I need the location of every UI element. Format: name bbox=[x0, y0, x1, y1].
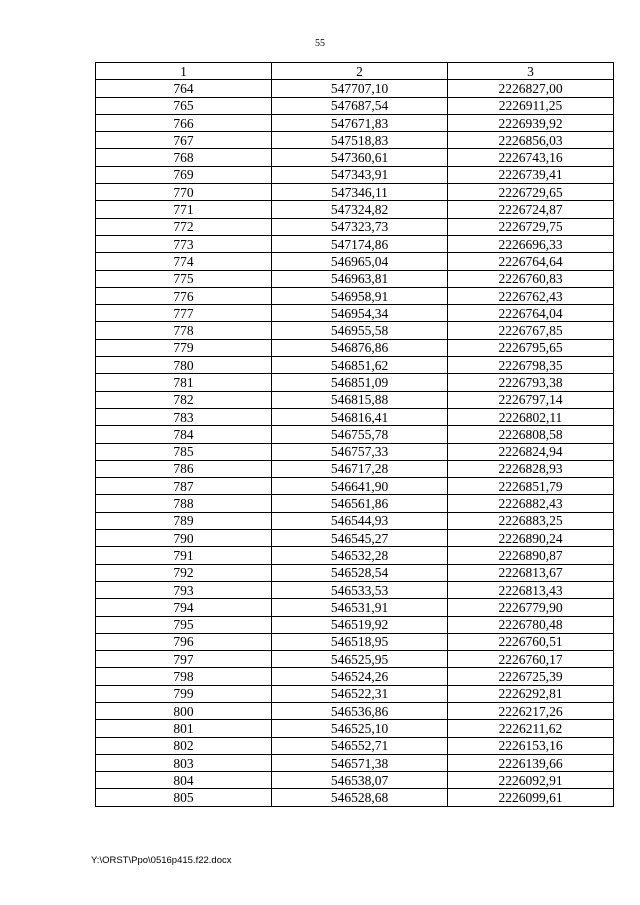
coordinates-table bbox=[95, 62, 614, 807]
coordinate-y-cell: 2226760,83 bbox=[448, 270, 614, 287]
coordinate-x-cell: 547324,82 bbox=[272, 201, 448, 218]
coordinate-x-cell: 546965,04 bbox=[272, 253, 448, 270]
point-number-cell: 766 bbox=[96, 114, 272, 131]
coordinate-y-cell: 2226882,43 bbox=[448, 495, 614, 512]
column-header-2: 2 bbox=[272, 63, 448, 80]
footer-file-path: Y:\ORST\Ppo\0516p415.f22.docx bbox=[91, 855, 232, 866]
point-number-cell: 767 bbox=[96, 132, 272, 149]
column-header-3: 3 bbox=[448, 63, 614, 80]
table-row bbox=[96, 495, 614, 512]
coordinate-y-cell: 2226764,04 bbox=[448, 305, 614, 322]
point-number-cell: 788 bbox=[96, 495, 272, 512]
coordinate-x-cell: 546552,71 bbox=[272, 737, 448, 754]
coordinate-x-cell: 546538,07 bbox=[272, 772, 448, 789]
table-row bbox=[96, 772, 614, 789]
table-row bbox=[96, 357, 614, 374]
table-row bbox=[96, 374, 614, 391]
coordinate-x-cell: 546528,54 bbox=[272, 564, 448, 581]
table-row bbox=[96, 235, 614, 252]
coordinate-y-cell: 2226725,39 bbox=[448, 668, 614, 685]
table-row bbox=[96, 80, 614, 97]
coordinate-x-cell: 546717,28 bbox=[272, 460, 448, 477]
coordinate-x-cell: 546851,09 bbox=[272, 374, 448, 391]
coordinate-y-cell: 2226808,58 bbox=[448, 426, 614, 443]
table-row bbox=[96, 547, 614, 564]
point-number-cell: 791 bbox=[96, 547, 272, 564]
table-row bbox=[96, 408, 614, 425]
coordinate-y-cell: 2226092,91 bbox=[448, 772, 614, 789]
coordinate-y-cell: 2226292,81 bbox=[448, 685, 614, 702]
table-row bbox=[96, 149, 614, 166]
coordinate-y-cell: 2226099,61 bbox=[448, 789, 614, 806]
point-number-cell: 774 bbox=[96, 253, 272, 270]
coordinate-x-cell: 547346,11 bbox=[272, 184, 448, 201]
point-number-cell: 803 bbox=[96, 754, 272, 771]
coordinate-y-cell: 2226743,16 bbox=[448, 149, 614, 166]
coordinate-y-cell: 2226217,26 bbox=[448, 702, 614, 719]
coordinate-x-cell: 546816,41 bbox=[272, 408, 448, 425]
coordinate-y-cell: 2226813,43 bbox=[448, 581, 614, 598]
point-number-cell: 797 bbox=[96, 651, 272, 668]
coordinate-x-cell: 546519,92 bbox=[272, 616, 448, 633]
table-row bbox=[96, 581, 614, 598]
coordinate-x-cell: 547174,86 bbox=[272, 235, 448, 252]
table-row bbox=[96, 184, 614, 201]
point-number-cell: 793 bbox=[96, 581, 272, 598]
table-row bbox=[96, 599, 614, 616]
coordinate-x-cell: 547687,54 bbox=[272, 97, 448, 114]
coordinate-y-cell: 2226153,16 bbox=[448, 737, 614, 754]
point-number-cell: 785 bbox=[96, 443, 272, 460]
point-number-cell: 781 bbox=[96, 374, 272, 391]
table-row bbox=[96, 270, 614, 287]
table-row bbox=[96, 391, 614, 408]
coordinate-y-cell: 2226779,90 bbox=[448, 599, 614, 616]
coordinate-x-cell: 547707,10 bbox=[272, 80, 448, 97]
coordinate-x-cell: 546641,90 bbox=[272, 478, 448, 495]
table-row bbox=[96, 737, 614, 754]
table-row bbox=[96, 218, 614, 235]
coordinate-y-cell: 2226890,24 bbox=[448, 530, 614, 547]
point-number-cell: 790 bbox=[96, 530, 272, 547]
coordinate-y-cell: 2226739,41 bbox=[448, 166, 614, 183]
coordinate-y-cell: 2226797,14 bbox=[448, 391, 614, 408]
coordinate-y-cell: 2226824,94 bbox=[448, 443, 614, 460]
coordinate-y-cell: 2226729,65 bbox=[448, 184, 614, 201]
coordinate-x-cell: 546544,93 bbox=[272, 512, 448, 529]
coordinate-y-cell: 2226139,66 bbox=[448, 754, 614, 771]
point-number-cell: 765 bbox=[96, 97, 272, 114]
coordinate-x-cell: 547518,83 bbox=[272, 132, 448, 149]
point-number-cell: 764 bbox=[96, 80, 272, 97]
point-number-cell: 779 bbox=[96, 339, 272, 356]
coordinate-y-cell: 2226729,75 bbox=[448, 218, 614, 235]
table-row bbox=[96, 166, 614, 183]
table-row bbox=[96, 426, 614, 443]
table-row bbox=[96, 564, 614, 581]
point-number-cell: 801 bbox=[96, 720, 272, 737]
point-number-cell: 783 bbox=[96, 408, 272, 425]
table-row bbox=[96, 668, 614, 685]
coordinate-y-cell: 2226211,62 bbox=[448, 720, 614, 737]
table-row bbox=[96, 201, 614, 218]
point-number-cell: 795 bbox=[96, 616, 272, 633]
coordinate-y-cell: 2226760,17 bbox=[448, 651, 614, 668]
table-row bbox=[96, 512, 614, 529]
coordinate-y-cell: 2226760,51 bbox=[448, 633, 614, 650]
table-row bbox=[96, 322, 614, 339]
header-row bbox=[96, 63, 614, 80]
table-row bbox=[96, 530, 614, 547]
coordinate-y-cell: 2226724,87 bbox=[448, 201, 614, 218]
coordinate-x-cell: 547343,91 bbox=[272, 166, 448, 183]
page-number: 55 bbox=[315, 38, 325, 49]
coordinate-x-cell: 546531,91 bbox=[272, 599, 448, 616]
table-body bbox=[96, 80, 614, 806]
point-number-cell: 772 bbox=[96, 218, 272, 235]
table-row bbox=[96, 305, 614, 322]
table-row bbox=[96, 478, 614, 495]
coordinate-y-cell: 2226813,67 bbox=[448, 564, 614, 581]
table-row bbox=[96, 253, 614, 270]
coordinate-x-cell: 546524,26 bbox=[272, 668, 448, 685]
point-number-cell: 773 bbox=[96, 235, 272, 252]
coordinate-y-cell: 2226798,35 bbox=[448, 357, 614, 374]
point-number-cell: 769 bbox=[96, 166, 272, 183]
column-header-1: 1 bbox=[96, 63, 272, 80]
point-number-cell: 798 bbox=[96, 668, 272, 685]
coordinate-x-cell: 546522,31 bbox=[272, 685, 448, 702]
coordinate-x-cell: 546525,95 bbox=[272, 651, 448, 668]
coordinate-y-cell: 2226911,25 bbox=[448, 97, 614, 114]
table-header bbox=[96, 63, 614, 80]
point-number-cell: 804 bbox=[96, 772, 272, 789]
coordinate-x-cell: 546528,68 bbox=[272, 789, 448, 806]
table-row bbox=[96, 651, 614, 668]
table-row bbox=[96, 460, 614, 477]
coordinate-y-cell: 2226696,33 bbox=[448, 235, 614, 252]
coordinate-x-cell: 546533,53 bbox=[272, 581, 448, 598]
point-number-cell: 780 bbox=[96, 357, 272, 374]
coordinate-y-cell: 2226851,79 bbox=[448, 478, 614, 495]
coordinate-x-cell: 546525,10 bbox=[272, 720, 448, 737]
point-number-cell: 775 bbox=[96, 270, 272, 287]
coordinate-x-cell: 546958,91 bbox=[272, 287, 448, 304]
coordinate-y-cell: 2226793,38 bbox=[448, 374, 614, 391]
table-row bbox=[96, 633, 614, 650]
table-row bbox=[96, 685, 614, 702]
point-number-cell: 796 bbox=[96, 633, 272, 650]
coordinate-x-cell: 546755,78 bbox=[272, 426, 448, 443]
coordinate-y-cell: 2226780,48 bbox=[448, 616, 614, 633]
point-number-cell: 784 bbox=[96, 426, 272, 443]
coordinate-y-cell: 2226856,03 bbox=[448, 132, 614, 149]
coordinate-y-cell: 2226939,92 bbox=[448, 114, 614, 131]
coordinate-y-cell: 2226764,64 bbox=[448, 253, 614, 270]
coordinate-x-cell: 546954,34 bbox=[272, 305, 448, 322]
point-number-cell: 771 bbox=[96, 201, 272, 218]
point-number-cell: 782 bbox=[96, 391, 272, 408]
point-number-cell: 802 bbox=[96, 737, 272, 754]
coordinate-x-cell: 546876,86 bbox=[272, 339, 448, 356]
point-number-cell: 777 bbox=[96, 305, 272, 322]
coordinate-y-cell: 2226883,25 bbox=[448, 512, 614, 529]
coordinate-x-cell: 547671,83 bbox=[272, 114, 448, 131]
point-number-cell: 787 bbox=[96, 478, 272, 495]
point-number-cell: 799 bbox=[96, 685, 272, 702]
table-row bbox=[96, 97, 614, 114]
point-number-cell: 789 bbox=[96, 512, 272, 529]
coordinate-y-cell: 2226795,65 bbox=[448, 339, 614, 356]
coordinate-x-cell: 546851,62 bbox=[272, 357, 448, 374]
table-row bbox=[96, 287, 614, 304]
coordinate-y-cell: 2226828,93 bbox=[448, 460, 614, 477]
coordinate-x-cell: 546955,58 bbox=[272, 322, 448, 339]
point-number-cell: 794 bbox=[96, 599, 272, 616]
coordinate-x-cell: 546571,38 bbox=[272, 754, 448, 771]
point-number-cell: 768 bbox=[96, 149, 272, 166]
point-number-cell: 778 bbox=[96, 322, 272, 339]
table-row bbox=[96, 702, 614, 719]
coordinate-x-cell: 546532,28 bbox=[272, 547, 448, 564]
point-number-cell: 776 bbox=[96, 287, 272, 304]
coordinate-y-cell: 2226802,11 bbox=[448, 408, 614, 425]
table-row bbox=[96, 789, 614, 806]
coordinate-x-cell: 546561,86 bbox=[272, 495, 448, 512]
coordinate-y-cell: 2226762,43 bbox=[448, 287, 614, 304]
coordinate-y-cell: 2226767,85 bbox=[448, 322, 614, 339]
coordinate-y-cell: 2226890,87 bbox=[448, 547, 614, 564]
point-number-cell: 770 bbox=[96, 184, 272, 201]
point-number-cell: 800 bbox=[96, 702, 272, 719]
table-row bbox=[96, 443, 614, 460]
coordinate-y-cell: 2226827,00 bbox=[448, 80, 614, 97]
coordinate-x-cell: 547323,73 bbox=[272, 218, 448, 235]
table-row bbox=[96, 114, 614, 131]
table-row bbox=[96, 754, 614, 771]
coordinate-x-cell: 546518,95 bbox=[272, 633, 448, 650]
coordinate-x-cell: 546815,88 bbox=[272, 391, 448, 408]
coordinate-x-cell: 546536,86 bbox=[272, 702, 448, 719]
table-row bbox=[96, 339, 614, 356]
point-number-cell: 786 bbox=[96, 460, 272, 477]
coordinate-x-cell: 547360,61 bbox=[272, 149, 448, 166]
point-number-cell: 792 bbox=[96, 564, 272, 581]
coordinate-x-cell: 546545,27 bbox=[272, 530, 448, 547]
table-row bbox=[96, 132, 614, 149]
coordinate-x-cell: 546963,81 bbox=[272, 270, 448, 287]
table-row bbox=[96, 616, 614, 633]
coordinate-x-cell: 546757,33 bbox=[272, 443, 448, 460]
table-row bbox=[96, 720, 614, 737]
point-number-cell: 805 bbox=[96, 789, 272, 806]
